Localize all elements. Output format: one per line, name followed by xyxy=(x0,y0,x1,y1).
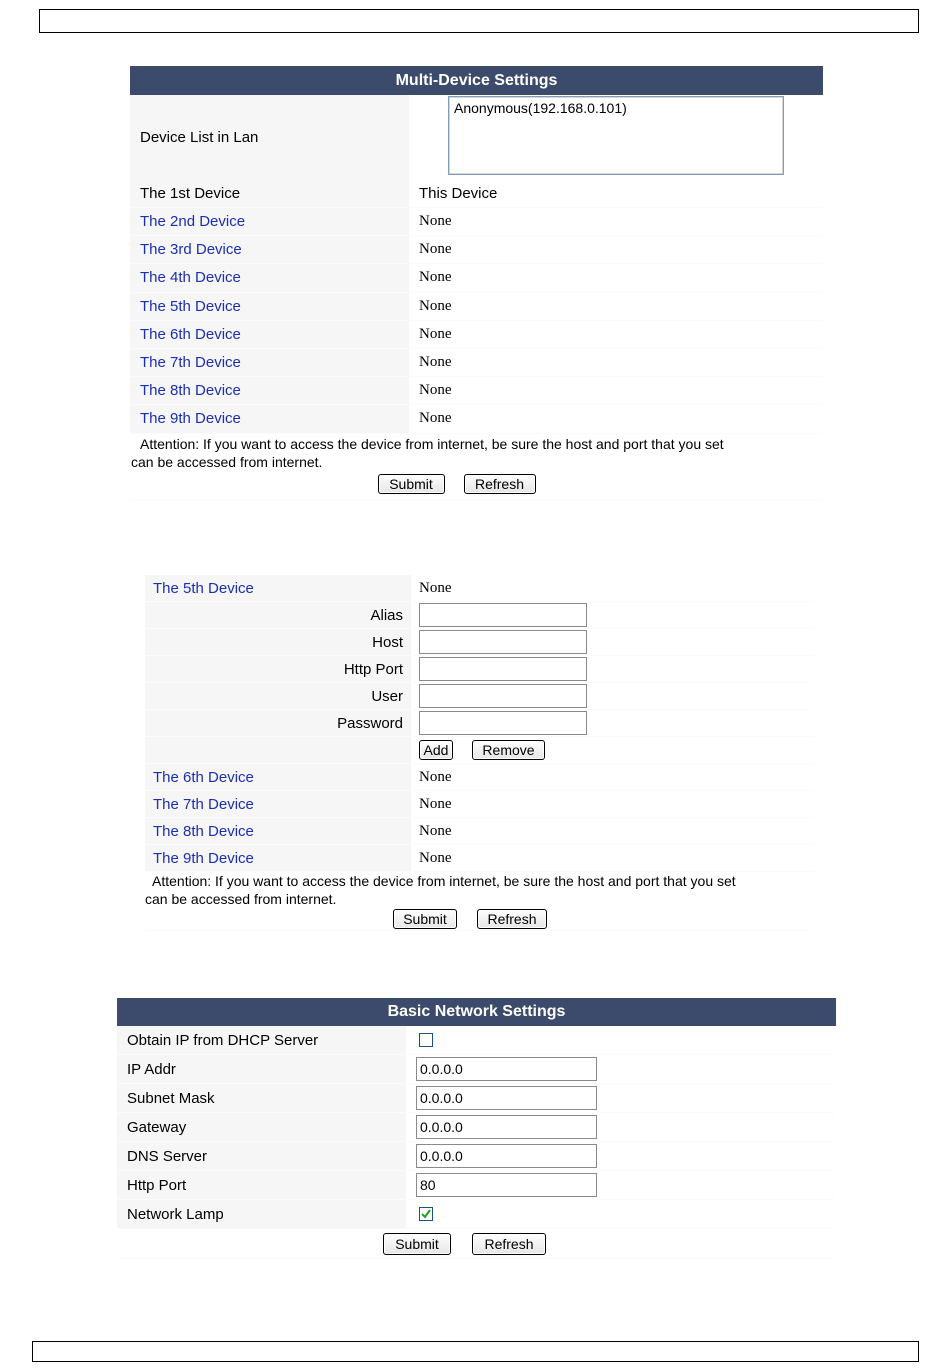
device-list-box[interactable] xyxy=(448,96,784,175)
device-link[interactable]: The 5th Device xyxy=(130,293,409,320)
refresh-button[interactable]: Refresh xyxy=(477,909,547,929)
ip-label: IP Addr xyxy=(117,1055,406,1083)
add-button[interactable]: Add xyxy=(419,740,453,760)
ip-input[interactable] xyxy=(416,1057,597,1081)
alias-input[interactable] xyxy=(419,603,587,627)
device-value: This Device xyxy=(409,180,823,207)
button-row xyxy=(145,907,813,931)
device-value: None xyxy=(409,377,823,404)
check-icon xyxy=(420,1208,432,1220)
device-value: None xyxy=(409,349,823,376)
multi-device-title: Multi-Device Settings xyxy=(130,66,823,95)
device-value: None xyxy=(411,845,813,871)
device-row xyxy=(130,236,823,264)
device-row xyxy=(130,264,823,292)
attention-note xyxy=(130,434,823,470)
http-port-row xyxy=(145,656,813,683)
http-port-row xyxy=(117,1171,836,1200)
device-value: None xyxy=(411,764,813,790)
device-row xyxy=(130,208,823,236)
user-row xyxy=(145,683,813,710)
password-row xyxy=(145,710,813,737)
submit-button[interactable]: Submit xyxy=(393,909,457,929)
submit-button[interactable]: Submit xyxy=(383,1233,451,1255)
subnet-input[interactable] xyxy=(416,1086,597,1110)
subnet-label: Subnet Mask xyxy=(117,1084,406,1112)
subnet-row xyxy=(117,1084,836,1113)
device-row xyxy=(145,845,813,872)
device-row xyxy=(130,321,823,349)
device-row-1st xyxy=(130,180,823,208)
dns-input[interactable] xyxy=(416,1144,597,1168)
device-row xyxy=(145,764,813,791)
attention-line-2: can be accessed from internet. xyxy=(131,453,323,470)
device-link[interactable]: The 5th Device xyxy=(145,575,411,601)
device-list-label: Device List in Lan xyxy=(130,95,409,180)
device-row xyxy=(130,293,823,321)
device-row-5th xyxy=(145,575,813,602)
http-port-label: Http Port xyxy=(145,656,411,682)
dhcp-checkbox[interactable] xyxy=(419,1033,433,1047)
remove-button[interactable]: Remove xyxy=(472,740,545,760)
attention-line-1: Attention: If you want to access the device from internet, be sure the host and port that you set xyxy=(140,435,724,452)
dhcp-row xyxy=(117,1026,836,1055)
device-link[interactable]: The 6th Device xyxy=(130,321,409,348)
device-row xyxy=(130,377,823,405)
ip-row xyxy=(117,1055,836,1084)
device-value: None xyxy=(411,791,813,817)
dns-row xyxy=(117,1142,836,1171)
device-link[interactable]: The 2nd Device xyxy=(130,208,409,235)
basic-network-panel xyxy=(117,998,836,1259)
lamp-checkbox[interactable] xyxy=(419,1207,433,1221)
attention-line-1: Attention: If you want to access the device from internet, be sure the host and port that you set xyxy=(152,873,736,889)
device-row xyxy=(130,349,823,377)
submit-button[interactable]: Submit xyxy=(378,474,445,494)
page-footer-frame xyxy=(32,1341,919,1362)
device-value: None xyxy=(411,575,813,601)
device-link[interactable]: The 3rd Device xyxy=(130,236,409,263)
gateway-row xyxy=(117,1113,836,1142)
http-port-input[interactable] xyxy=(419,657,587,681)
refresh-button[interactable]: Refresh xyxy=(464,474,536,494)
user-label: User xyxy=(145,683,411,709)
password-input[interactable] xyxy=(419,711,587,735)
device-value: None xyxy=(409,236,823,263)
user-input[interactable] xyxy=(419,684,587,708)
device-link[interactable]: The 7th Device xyxy=(145,791,411,817)
device-value: None xyxy=(409,264,823,291)
device-row xyxy=(145,791,813,818)
device-link[interactable]: The 8th Device xyxy=(130,377,409,404)
http-port-input[interactable] xyxy=(416,1173,597,1197)
device-value: None xyxy=(411,818,813,844)
gateway-label: Gateway xyxy=(117,1113,406,1141)
alias-label: Alias xyxy=(145,602,411,628)
lamp-row xyxy=(117,1200,836,1229)
lamp-label: Network Lamp xyxy=(117,1200,406,1228)
gateway-input[interactable] xyxy=(416,1115,597,1139)
attention-note xyxy=(145,872,813,907)
device-link[interactable]: The 9th Device xyxy=(145,845,411,871)
refresh-button[interactable]: Refresh xyxy=(472,1233,546,1255)
device-edit-panel xyxy=(145,575,813,931)
basic-network-title: Basic Network Settings xyxy=(117,998,836,1026)
device-label: The 1st Device xyxy=(130,180,409,207)
button-row xyxy=(130,470,823,500)
host-label: Host xyxy=(145,629,411,655)
device-link[interactable]: The 4th Device xyxy=(130,264,409,291)
page-header-frame xyxy=(39,9,919,33)
device-value: None xyxy=(409,208,823,235)
device-list-item[interactable]: Anonymous(192.168.0.101) xyxy=(454,100,627,116)
device-row xyxy=(130,405,823,433)
device-link[interactable]: The 9th Device xyxy=(130,405,409,432)
dns-label: DNS Server xyxy=(117,1142,406,1170)
host-row xyxy=(145,629,813,656)
http-port-label: Http Port xyxy=(117,1171,406,1199)
device-value: None xyxy=(409,293,823,320)
dhcp-label: Obtain IP from DHCP Server xyxy=(117,1026,406,1054)
button-row xyxy=(117,1229,836,1259)
device-link[interactable]: The 7th Device xyxy=(130,349,409,376)
password-label: Password xyxy=(145,710,411,736)
device-link[interactable]: The 6th Device xyxy=(145,764,411,790)
device-value: None xyxy=(409,321,823,348)
attention-line-2: can be accessed from internet. xyxy=(145,891,337,907)
device-row xyxy=(145,818,813,845)
add-remove-row xyxy=(145,737,813,764)
device-link[interactable]: The 8th Device xyxy=(145,818,411,844)
host-input[interactable] xyxy=(419,630,587,654)
alias-row xyxy=(145,602,813,629)
device-value: None xyxy=(409,405,823,432)
